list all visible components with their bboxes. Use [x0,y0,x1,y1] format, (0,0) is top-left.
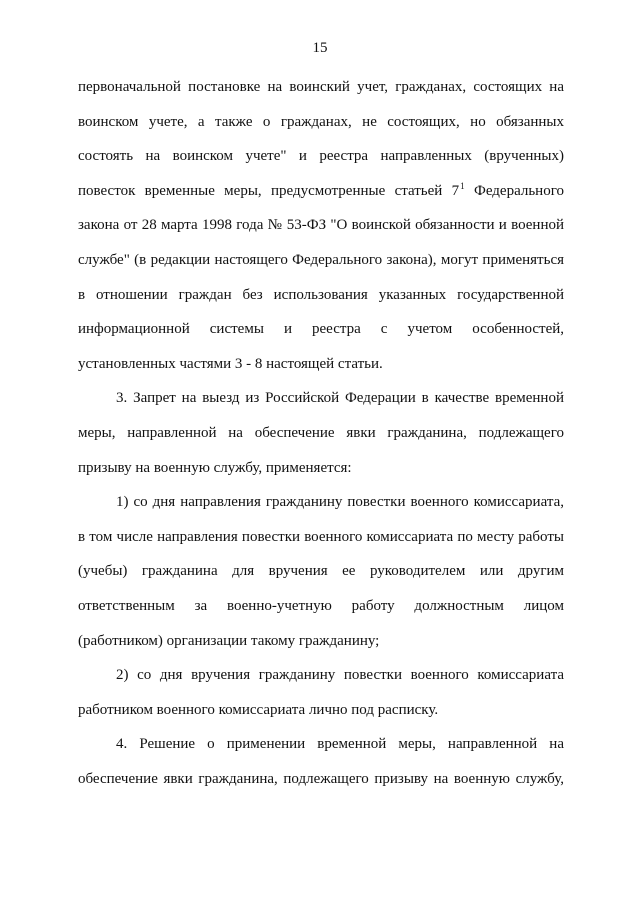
text-line: призыву на военную службу, применяется: [78,459,352,476]
text-line: ответственным за военно-учетную работу должностным лицом [78,597,564,614]
text-line: обеспечение явки гражданина, подлежащего призыву на военную службу, [78,770,564,787]
article-superscript: 1 [460,180,465,191]
paragraph-start-line: 3. Запрет на выезд из Российской Федерации в качестве временной [116,390,564,407]
page-number: 15 [312,40,328,56]
text-line: в том числе направления повестки военного комиссариата по месту работы [78,528,564,545]
document-body [78,70,564,796]
paragraph-start-line: 4. Решение о применении временной меры, направленной на [116,736,564,753]
text-line-with-superscript [78,174,564,209]
paragraph-start-line: 2) со дня вручения гражданину повестки военного комиссариата [116,667,564,684]
text-line-part: Федерального [464,182,564,199]
text-line: информационной системы и реестра с учетом особенностей, [78,321,564,338]
text-line: в отношении граждан без использования указанных государственной [78,286,564,303]
text-line: состоять на воинском учете" и реестра направленных (врученных) [78,148,564,165]
text-line: службе" (в редакции настоящего Федерального закона), могут применяться [78,251,564,268]
text-line: работником военного комиссариата лично под расписку. [78,701,439,718]
text-line: (работником) организации такому гражданину; [78,632,380,649]
text-line-part: повесток временные меры, предусмотренные статьей 7 [78,182,460,199]
text-line: закона от 28 марта 1998 года № 53-ФЗ "О воинской обязанности и военной [78,217,564,234]
paragraph-start-line: 1) со дня направления гражданину повестки военного комиссариата, [116,494,564,511]
text-line: меры, направленной на обеспечение явки гражданина, подлежащего [78,424,564,441]
text-line: установленных частями 3 - 8 настоящей статьи. [78,355,383,372]
text-line: (учебы) гражданина для вручения ее руководителем или другим [78,563,564,580]
text-line: первоначальной постановке на воинский учет, гражданах, состоящих на [78,79,564,95]
text-line: воинском учете, а также о гражданах, не состоящих, но обязанных [78,113,564,130]
